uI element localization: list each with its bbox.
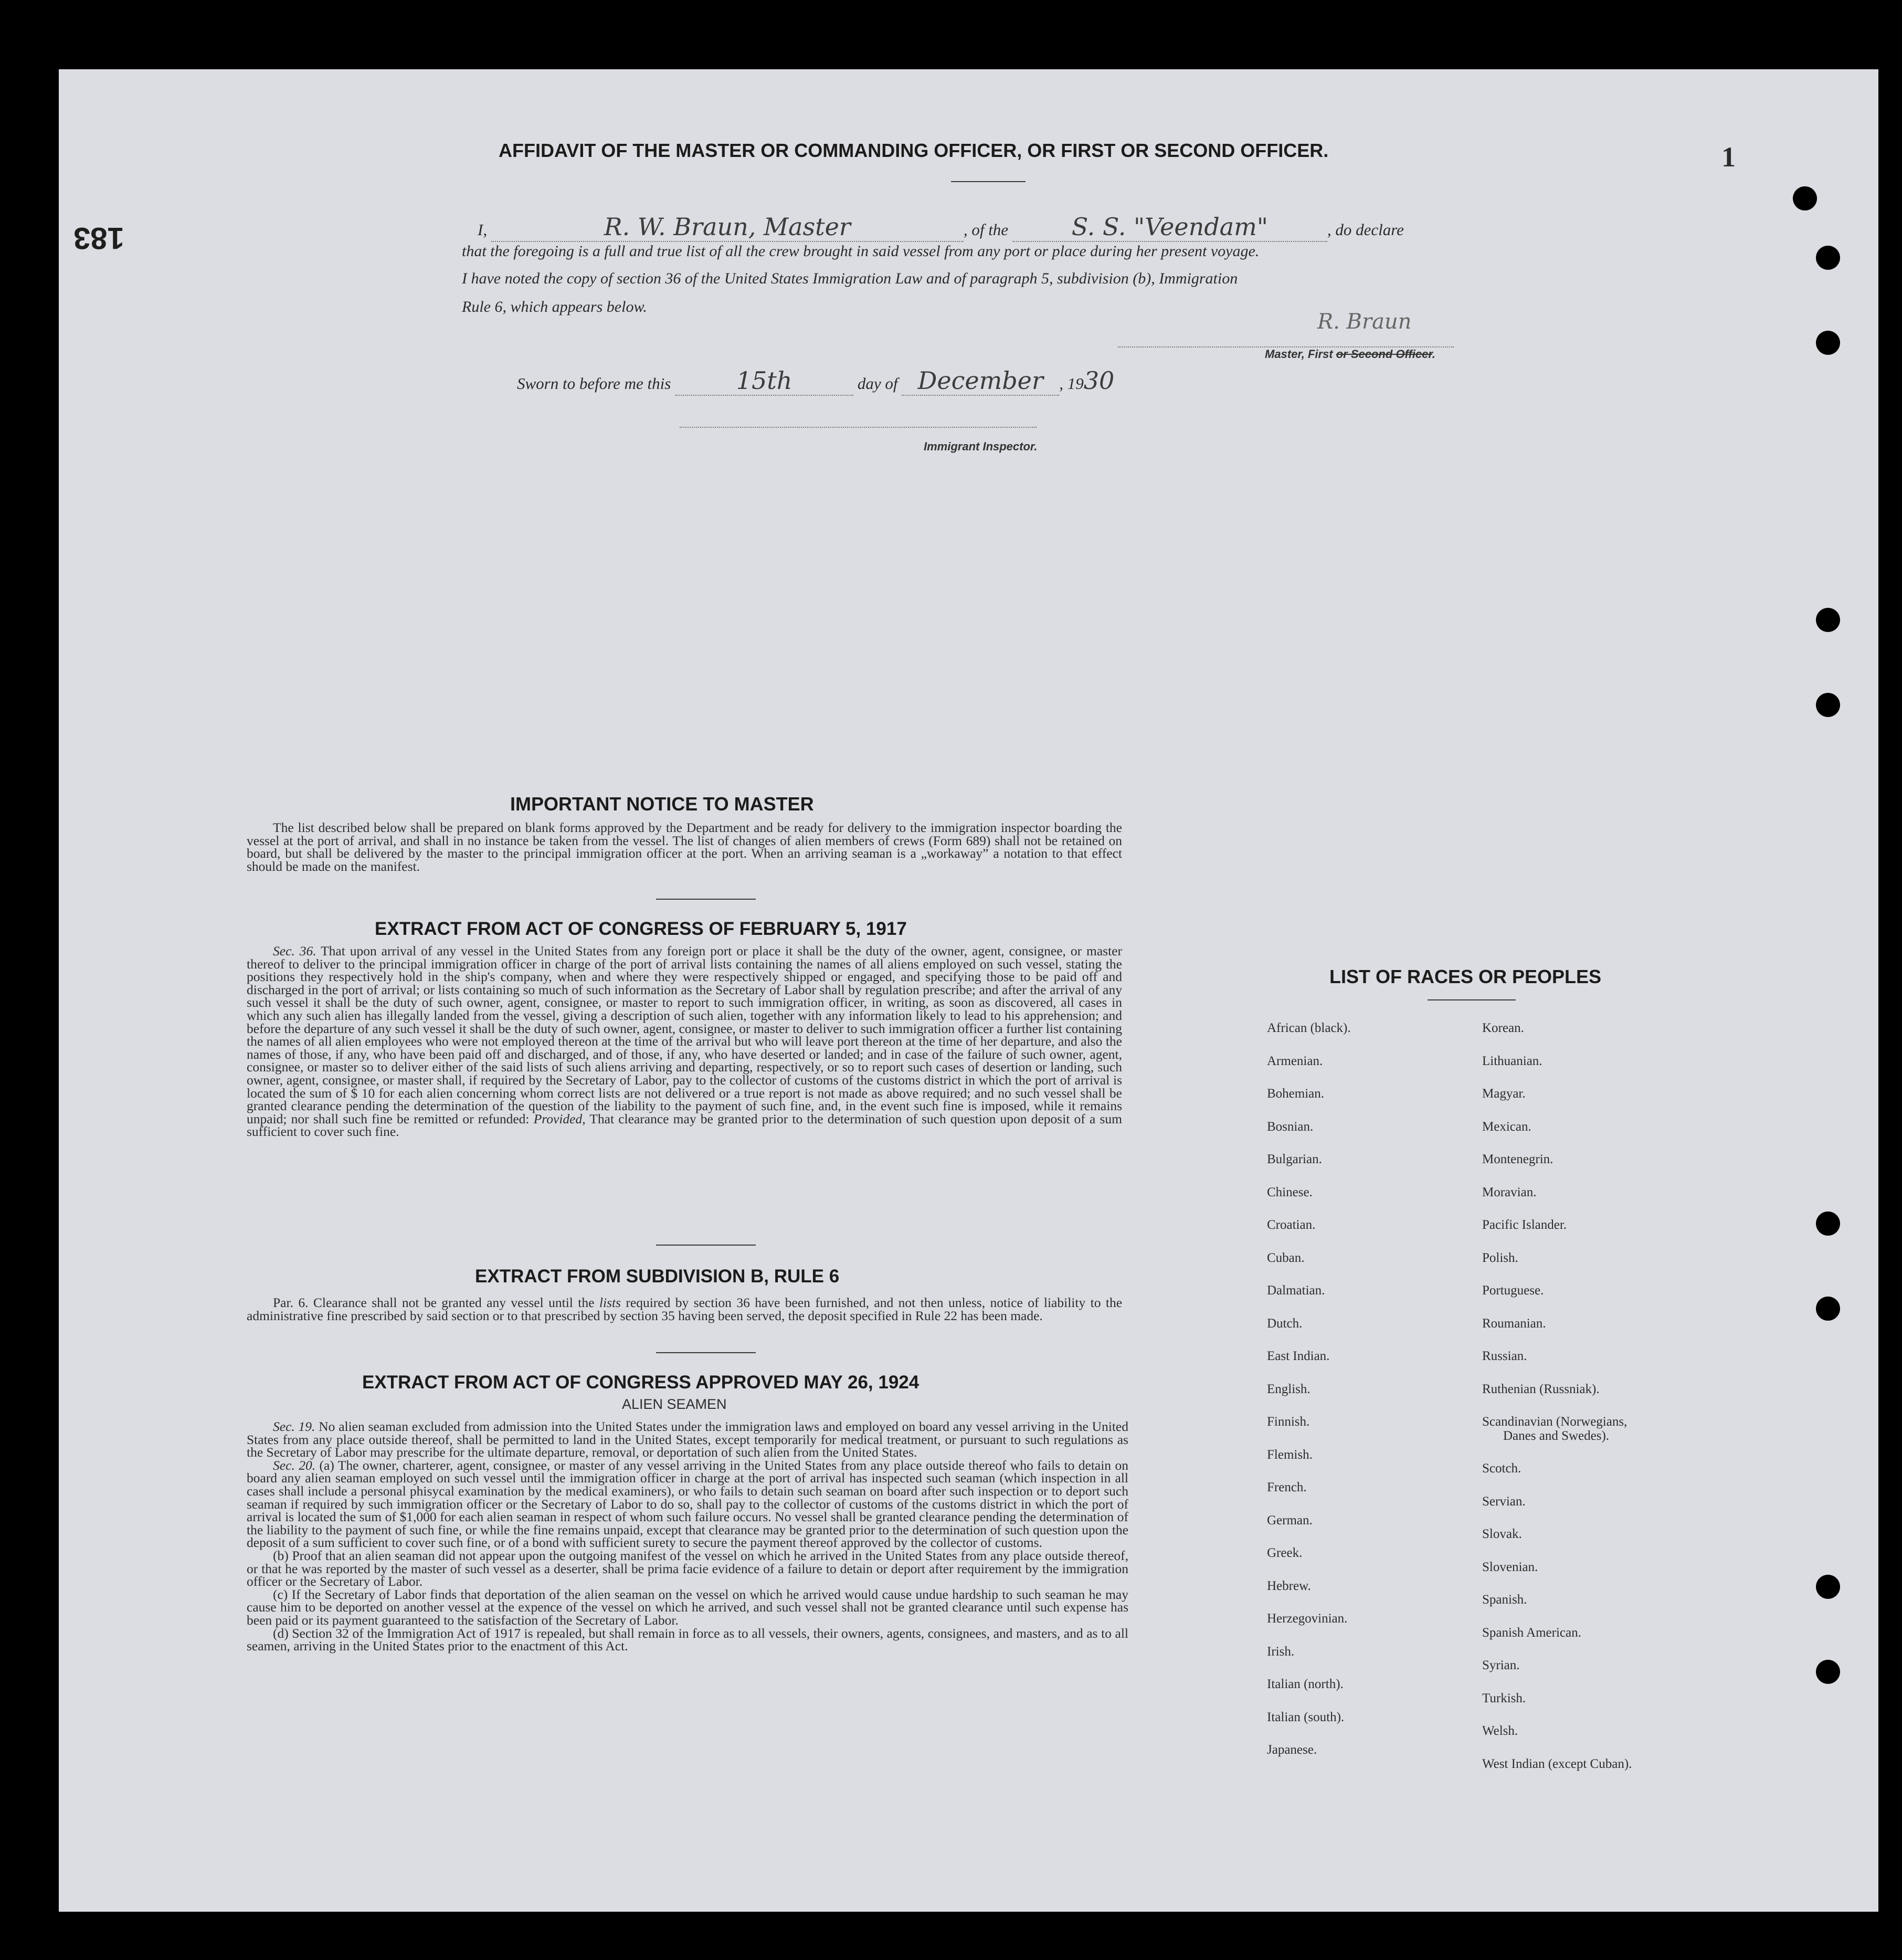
left-item: Cuban. xyxy=(1267,1250,1305,1265)
left-item: Chinese. xyxy=(1267,1185,1313,1199)
title-rule xyxy=(951,181,1026,182)
races-title: LIST OF RACES OR PEOPLES xyxy=(1329,966,1602,987)
punch-hole xyxy=(1816,1575,1840,1599)
left-item: Dalmatian. xyxy=(1267,1283,1325,1298)
section-rule xyxy=(656,1352,756,1353)
right-item: Korean. xyxy=(1482,1021,1524,1035)
left-item: Bohemian. xyxy=(1267,1087,1325,1101)
left-item: German. xyxy=(1267,1513,1313,1527)
right-item: Welsh. xyxy=(1482,1724,1518,1738)
notice-text: The list described below shall be prepared on blank forms approved by the Department and be ready for delivery to the immigration inspector boarding the vessel at the port of arrival, and shall in no instance be taken from the vessel. The list of changes of alien members of crews (Form 689) shall not be retained on board, but shall be delivered by the master to the principal immigration officer at the port. When an arriving seaman is a „workaway” a notation to that effect should be made on the manifest. xyxy=(247,820,1122,874)
right-item: Lithuanian. xyxy=(1482,1053,1542,1068)
left-item: English. xyxy=(1267,1382,1311,1396)
caption-master-first: Master, First xyxy=(1265,347,1333,361)
left-item: Hebrew. xyxy=(1267,1578,1311,1593)
right-item: Magyar. xyxy=(1482,1087,1526,1101)
do-declare-text: , do declare xyxy=(1327,220,1404,239)
affidavit-line-2: that the foregoing is a full and true list of all the crew brought in said vessel from any port or place during her present voyage. xyxy=(462,243,1260,260)
left-item: Croatian. xyxy=(1267,1218,1316,1232)
right-item: Spanish. xyxy=(1482,1593,1527,1607)
right-item: Spanish American. xyxy=(1482,1625,1581,1640)
inspector-signature-line xyxy=(680,427,1037,428)
punch-hole xyxy=(1793,186,1817,210)
right-item: Roumanian. xyxy=(1482,1316,1546,1331)
right-item: Scandinavian (Norwegians, xyxy=(1482,1415,1628,1429)
right-item: Montenegrin. xyxy=(1482,1152,1554,1166)
extract-1924-body xyxy=(247,1420,1128,1653)
left-item: East Indian. xyxy=(1267,1349,1330,1363)
day-of-text: day of xyxy=(857,374,898,393)
of-the-text: , of the xyxy=(963,220,1009,239)
sec-36-text-end: That clearance may be granted prior to the determination of such question upon deposit of a sum sufficient to cover such fine. xyxy=(247,1111,1122,1140)
affidavit-line-4: Rule 6, which appears below. xyxy=(462,298,647,315)
right-item: Polish. xyxy=(1482,1250,1518,1265)
punch-hole xyxy=(1816,331,1840,355)
year-handwritten: 30 xyxy=(1083,366,1115,395)
sec-20d-text: (d) Section 32 of the Immigration Act of 1917 is repealed, but shall remain in force as to all vessels, their owners, agents, consignees, and masters, and as to all seamen, arriving in the United States prior to the enactment of this Act. xyxy=(247,1625,1128,1654)
sec-19-text: No alien seaman excluded from admission into the United States under the immigration laws and employed on board any vessel arriving in the United States from any place outside thereof, shall be permitted to land in the United States, except temporarily for medical treatment, or pursuant to such regulations as the Secretary of Labor may prescribe for the ultimate departure, removal, or deportation of such alien from the United States. xyxy=(247,1419,1128,1460)
day-handwritten: 15th xyxy=(736,366,792,395)
corner-mark: 1 xyxy=(1721,141,1736,173)
affidavit-line-1 xyxy=(478,213,1404,242)
master-name-handwritten: R. W. Braun, Master xyxy=(604,213,851,241)
right-item: Slovak. xyxy=(1482,1527,1522,1541)
year-prefix: , 19 xyxy=(1059,374,1084,393)
right-item: Portuguese. xyxy=(1482,1283,1544,1298)
punch-hole xyxy=(1816,1660,1840,1684)
signature-field xyxy=(1118,304,1454,347)
rule-6-text-b: required by section 36 have been furnished, and not then unless, notice of liability to the administrative fine prescribed by said section or to that prescribed by section 35 having been served, the deposit specified in Rule 22 has been made. xyxy=(247,1295,1123,1323)
right-item: Syrian. xyxy=(1482,1658,1520,1672)
left-item: Irish. xyxy=(1267,1644,1295,1659)
races-left-column xyxy=(1267,1012,1351,1767)
punch-hole xyxy=(1816,1211,1840,1236)
affidavit-line-3: I have noted the copy of section 36 of the United States Immigration Law and of paragraph 5, subdivision (b), Immigration xyxy=(462,270,1238,287)
provided-word: Provided, xyxy=(533,1111,586,1126)
right-item: Servian. xyxy=(1482,1494,1526,1509)
punch-hole xyxy=(1816,608,1840,632)
punch-hole xyxy=(1816,693,1840,717)
punch-hole xyxy=(1816,246,1840,270)
month-field xyxy=(902,366,1059,396)
left-item: Armenian. xyxy=(1267,1053,1323,1068)
right-item: Danes and Swedes). xyxy=(1503,1428,1610,1443)
left-item: Flemish. xyxy=(1267,1447,1313,1462)
sec-19-label: Sec. 19. xyxy=(273,1419,315,1434)
extract-1917-body xyxy=(247,945,1122,1139)
sec-36-text: That upon arrival of any vessel in the United States from any foreign port or place it shall be the duty of the owner, agent, consignee, or master thereof to deliver to the principal immigration officer in charge of the port of arrival lists containing the names of all aliens employed on such vessel, stating the positions they respectively hold in the ship's company, when and where they were respectively shipped or engaged, and specifying those to be paid off and discharged in the port of arrival; or lists containing so much of such information as the Secretary of Labor shall by regulation prescribe; and after the arrival of any such vessel it shall be the duty of such owner, agent, consignee, or master to report to such immigration officer, in writing, as soon as discovered, all cases in which any such alien has illegally landed from the vessel, giving a description of such alien, together with any information likely to lead to his apprehension; and before the departure of any such vessel it shall be the duty of such owner, agent, consignee, or master to deliver to such immigration officer a further list containing the names of all alien employees who were not employed thereon at the time of the arrival but who will leave port thereon at the time of her departure, and also the names of those, if any, who have been paid off and discharged, and of those, if any, who have deserted or landed; and in case of the failure of such owner, agent, consignee, or master so to deliver either of the said lists of such aliens arriving and departing, respectively, or so to report such cases of desertion or landing, such owner, agent, consignee, or master shall, if required by the Secretary of Labor, pay to the collector of customs of the customs district in which the port of arrival is located the sum of $ 10 for each alien concerning whom correct lists are not delivered or a true report is not made as above required; and no such vessel shall be granted clearance pending the determination of the question of the liability to the payment of such fine, and, in the event such fine is imposed, while it remains unpaid; nor shall such fine be remitted or refunded: xyxy=(247,943,1122,1126)
vessel-name-handwritten: S. S. "Veendam" xyxy=(1071,213,1268,241)
sworn-text: Sworn to before me this xyxy=(517,374,671,393)
affidavit-title: AFFIDAVIT OF THE MASTER OR COMMANDING OFFICER, OR FIRST OR SECOND OFFICER. xyxy=(499,140,1329,161)
caption-struck-text: or Second Officer xyxy=(1336,347,1432,361)
left-item: African (black). xyxy=(1267,1021,1351,1035)
left-item: French. xyxy=(1267,1480,1307,1494)
caption-period: . xyxy=(1432,347,1435,361)
month-handwritten: December xyxy=(917,366,1043,395)
inspector-caption: Immigrant Inspector. xyxy=(924,440,1038,453)
left-item: Herzegovinian. xyxy=(1267,1611,1348,1626)
left-item: Bulgarian. xyxy=(1267,1152,1322,1166)
left-item: Finnish. xyxy=(1267,1415,1310,1429)
left-item: Bosnian. xyxy=(1267,1119,1314,1134)
left-item: Japanese. xyxy=(1267,1743,1317,1757)
extract-1924-title: EXTRACT FROM ACT OF CONGRESS APPROVED MAY 26, 1924 xyxy=(362,1372,920,1393)
alien-seamen-subtitle: ALIEN SEAMEN xyxy=(622,1396,727,1412)
page-number-stamp: 183 xyxy=(73,221,124,255)
left-item: Italian (north). xyxy=(1267,1677,1344,1691)
right-item: Turkish. xyxy=(1482,1691,1526,1705)
left-item: Greek. xyxy=(1267,1546,1303,1560)
left-item: Dutch. xyxy=(1267,1316,1303,1331)
rule-6-body xyxy=(247,1297,1122,1322)
right-item: Scotch. xyxy=(1482,1461,1521,1476)
left-item: Italian (south). xyxy=(1267,1710,1345,1724)
races-title-rule xyxy=(1428,999,1516,1000)
affidavit-i: I, xyxy=(478,220,488,239)
right-item: Slovenian. xyxy=(1482,1559,1538,1574)
punch-hole xyxy=(1816,1297,1840,1321)
day-field xyxy=(675,366,853,396)
sworn-line xyxy=(517,366,1114,396)
right-item: Russian. xyxy=(1482,1349,1527,1363)
right-item: Mexican. xyxy=(1482,1119,1531,1134)
rule-6-text-a: Par. 6. Clearance shall not be granted any vessel until the xyxy=(273,1295,595,1310)
right-item: Ruthenian (Russniak). xyxy=(1482,1382,1600,1396)
notice-body xyxy=(247,821,1122,873)
lists-word: lists xyxy=(599,1295,621,1310)
notice-title: IMPORTANT NOTICE TO MASTER xyxy=(510,793,814,815)
sec-20c-text: (c) If the Secretary of Labor finds that deportation of the alien seaman on the vessel on which he arrived would cause undue hardship to such seaman he may cause him to be deported on another vessel at the expence of the vessel on which he arrived, and such vessel shall not be granted clearance until such expense has been paid or its payment guaranteed to the satisfaction of the Secretary of Labor. xyxy=(247,1586,1128,1628)
sec-36-label: Sec. 36. xyxy=(273,943,316,958)
extract-1917-title: EXTRACT FROM ACT OF CONGRESS OF FEBRUARY 5, 1917 xyxy=(375,919,907,939)
section-rule xyxy=(656,1245,756,1246)
right-item: Moravian. xyxy=(1482,1185,1537,1199)
right-item: West Indian (except Cuban). xyxy=(1482,1756,1632,1771)
races-right-column xyxy=(1482,1012,1632,1780)
section-rule xyxy=(656,899,756,900)
signature-handwritten: R. Braun xyxy=(1317,310,1412,334)
sec-20-label: Sec. 20. xyxy=(273,1457,316,1473)
vessel-name-field xyxy=(1012,213,1327,242)
master-name-field xyxy=(491,213,964,242)
rule-6-title: EXTRACT FROM SUBDIVISION B, RULE 6 xyxy=(475,1266,840,1287)
sec-20a-text: (a) The owner, charterer, agent, consignee, or master of any vessel arriving in the United States from any place outside thereof who fails to detain on board any alien seaman employed on such vessel until the immigration officer in charge at the port of arrival has inspected such seaman (which inspection in all cases shall include a personal phisycal examination by the medical examiners), or who fails to detain such seaman on board after such inspection or to deport such seaman if required by such immigration officer or the Secretary of Labor to do so, shall pay to the collector of customs of the customs district in which the port of arrival is located the sum of $1,000 for each alien seaman in respect of whom such failure occurs. No vessel shall be granted clearance pending the determination of the liability to the payment of such fine, or while the fine remains unpaid, except that clearance may be granted prior to the determination of such question upon the deposit of a sum sufficient to cover such fine, or of a bond with sufficient surety to secure the payment thereof approved by the collector of customs. xyxy=(247,1457,1128,1551)
signature-caption xyxy=(1265,347,1435,361)
right-item: Pacific Islander. xyxy=(1482,1218,1567,1232)
sec-20b-text: (b) Proof that an alien seaman did not appear upon the outgoing manifest of the vessel on which he arrived in the United States from any place outside thereof, or that he was reported by the master of such vessel as a deserter, shall be prima facie evidence of a failure to detain or deport after requirement by the immigration officer or the Secretary of Labor. xyxy=(247,1547,1128,1589)
